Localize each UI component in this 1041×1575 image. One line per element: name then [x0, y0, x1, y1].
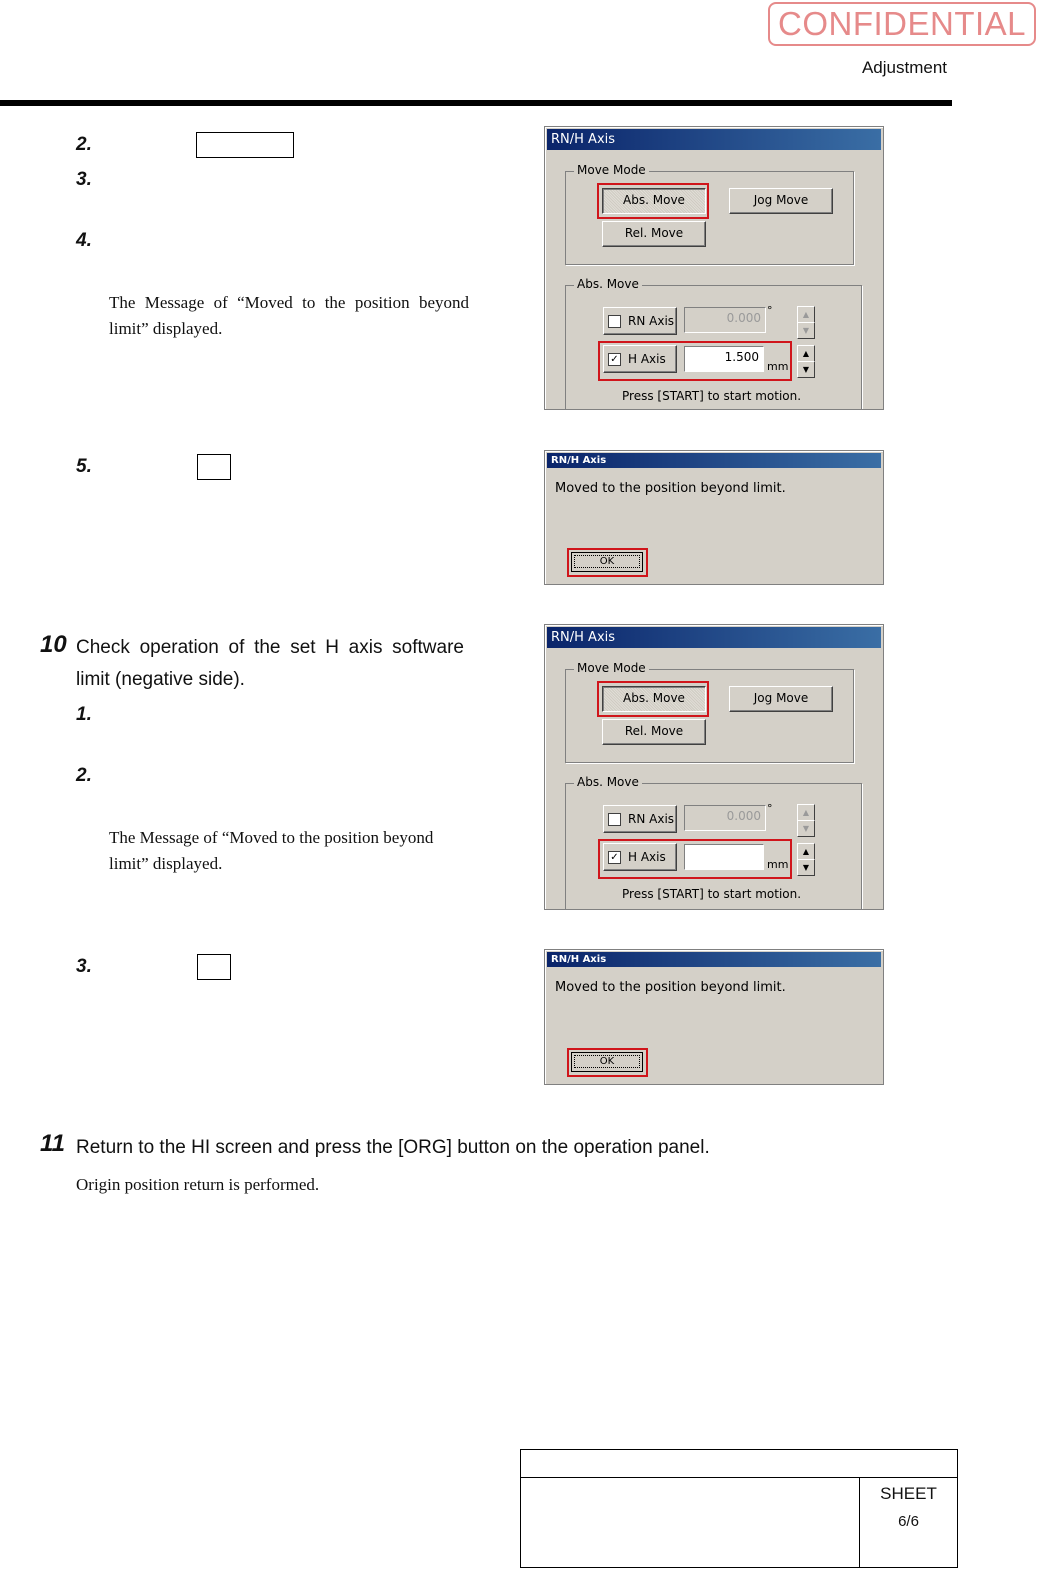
rn-axis-checkbox[interactable]	[608, 315, 621, 328]
status-text: Press [START] to start motion.	[622, 389, 802, 403]
note-line: limit” displayed.	[109, 319, 223, 338]
mm-unit: mm	[767, 360, 789, 373]
dialog-titlebar: RN/H Axis	[547, 129, 881, 150]
rel-move-button[interactable]: Rel. Move	[602, 221, 706, 247]
rn-axis-label: RN Axis	[628, 314, 675, 328]
confidential-stamp: CONFIDENTIAL	[768, 2, 1036, 46]
note-line: limit” displayed.	[109, 854, 223, 873]
step-line: limit (negative side).	[76, 669, 245, 690]
h-axis-toggle[interactable]	[603, 345, 677, 373]
h-spin-up[interactable]: ▲	[797, 345, 815, 362]
sheet-value: 6/6	[898, 1513, 919, 1530]
rn-spin-up[interactable]: ▲	[797, 306, 815, 323]
rel-move-button[interactable]: Rel. Move	[602, 719, 706, 745]
ok-label: OK	[574, 555, 640, 568]
rn-axis-toggle[interactable]	[603, 805, 677, 833]
abs-move-button[interactable]: Abs. Move	[602, 686, 706, 712]
rn-spin-down[interactable]: ▼	[797, 820, 815, 837]
key-box	[197, 954, 231, 980]
ok-label: OK	[574, 1055, 640, 1068]
step-number: 2.	[76, 765, 92, 786]
dialog-titlebar: RN/H Axis	[547, 627, 881, 648]
rn-axis-input[interactable]: 0.000	[684, 307, 766, 333]
header-rule	[0, 100, 952, 106]
step-note	[109, 290, 469, 342]
group-title: Move Mode	[574, 661, 649, 675]
jog-move-button[interactable]: Jog Move	[729, 188, 833, 214]
step-number: 1.	[76, 704, 92, 725]
group-title: Move Mode	[574, 163, 649, 177]
rn-axis-toggle[interactable]	[603, 307, 677, 335]
key-box	[197, 454, 231, 480]
message-text: Moved to the position beyond limit.	[555, 980, 786, 995]
status-text: Press [START] to start motion.	[622, 887, 802, 901]
step-number: 3.	[76, 169, 92, 190]
step-number: 5.	[76, 456, 92, 477]
title-block-divider	[521, 1477, 957, 1478]
group-title: Abs. Move	[574, 277, 642, 291]
step-number: 11	[40, 1130, 65, 1157]
ok-button[interactable]	[571, 1052, 643, 1072]
step-note: Origin position return is performed.	[76, 1175, 320, 1194]
h-spin-down[interactable]: ▼	[797, 361, 815, 378]
rn-spin-down[interactable]: ▼	[797, 322, 815, 339]
step-number: 4.	[76, 230, 92, 251]
title-block	[520, 1449, 958, 1568]
message-text: Moved to the position beyond limit.	[555, 481, 786, 496]
step-text	[76, 632, 464, 696]
step-number: 10	[40, 631, 67, 658]
note-line: The Message of “Moved to the position beyond	[109, 828, 434, 847]
degree-unit: °	[767, 802, 773, 815]
h-axis-input[interactable]	[684, 844, 764, 870]
dialog-titlebar: RN/H Axis	[547, 952, 881, 967]
h-axis-label: H Axis	[628, 352, 666, 366]
jog-move-button[interactable]: Jog Move	[729, 686, 833, 712]
h-axis-checkbox[interactable]: ✓	[608, 353, 621, 366]
step-text: Return to the HI screen and press the [ORG] button on the operation panel.	[76, 1137, 710, 1158]
section-label: Adjustment	[861, 58, 947, 77]
abs-move-button[interactable]: Abs. Move	[602, 188, 706, 214]
step-number: 2.	[76, 134, 92, 155]
h-axis-toggle[interactable]	[603, 843, 677, 871]
rn-axis-label: RN Axis	[628, 812, 675, 826]
mm-unit: mm	[767, 858, 789, 871]
group-title: Abs. Move	[574, 775, 642, 789]
h-axis-label: H Axis	[628, 850, 666, 864]
rn-axis-checkbox[interactable]	[608, 813, 621, 826]
degree-unit: °	[767, 304, 773, 317]
h-axis-checkbox[interactable]: ✓	[608, 851, 621, 864]
message-dialog	[544, 949, 884, 1085]
h-axis-input[interactable]: 1.500	[684, 346, 764, 372]
sheet-label: SHEET	[880, 1484, 937, 1503]
step-line: Check operation of the set H axis software	[76, 637, 464, 658]
step-note	[109, 825, 469, 877]
ok-button[interactable]	[571, 552, 643, 572]
message-dialog	[544, 450, 884, 585]
dialog-titlebar: RN/H Axis	[547, 453, 881, 468]
key-box	[196, 132, 294, 158]
step-number: 3.	[76, 956, 92, 977]
note-line: The Message of “Moved to the position beyond	[109, 293, 469, 312]
rn-spin-up[interactable]: ▲	[797, 804, 815, 821]
h-spin-up[interactable]: ▲	[797, 843, 815, 860]
axis-dialog	[544, 126, 884, 410]
axis-dialog	[544, 624, 884, 910]
rn-axis-input[interactable]: 0.000	[684, 805, 766, 831]
h-spin-down[interactable]: ▼	[797, 859, 815, 876]
